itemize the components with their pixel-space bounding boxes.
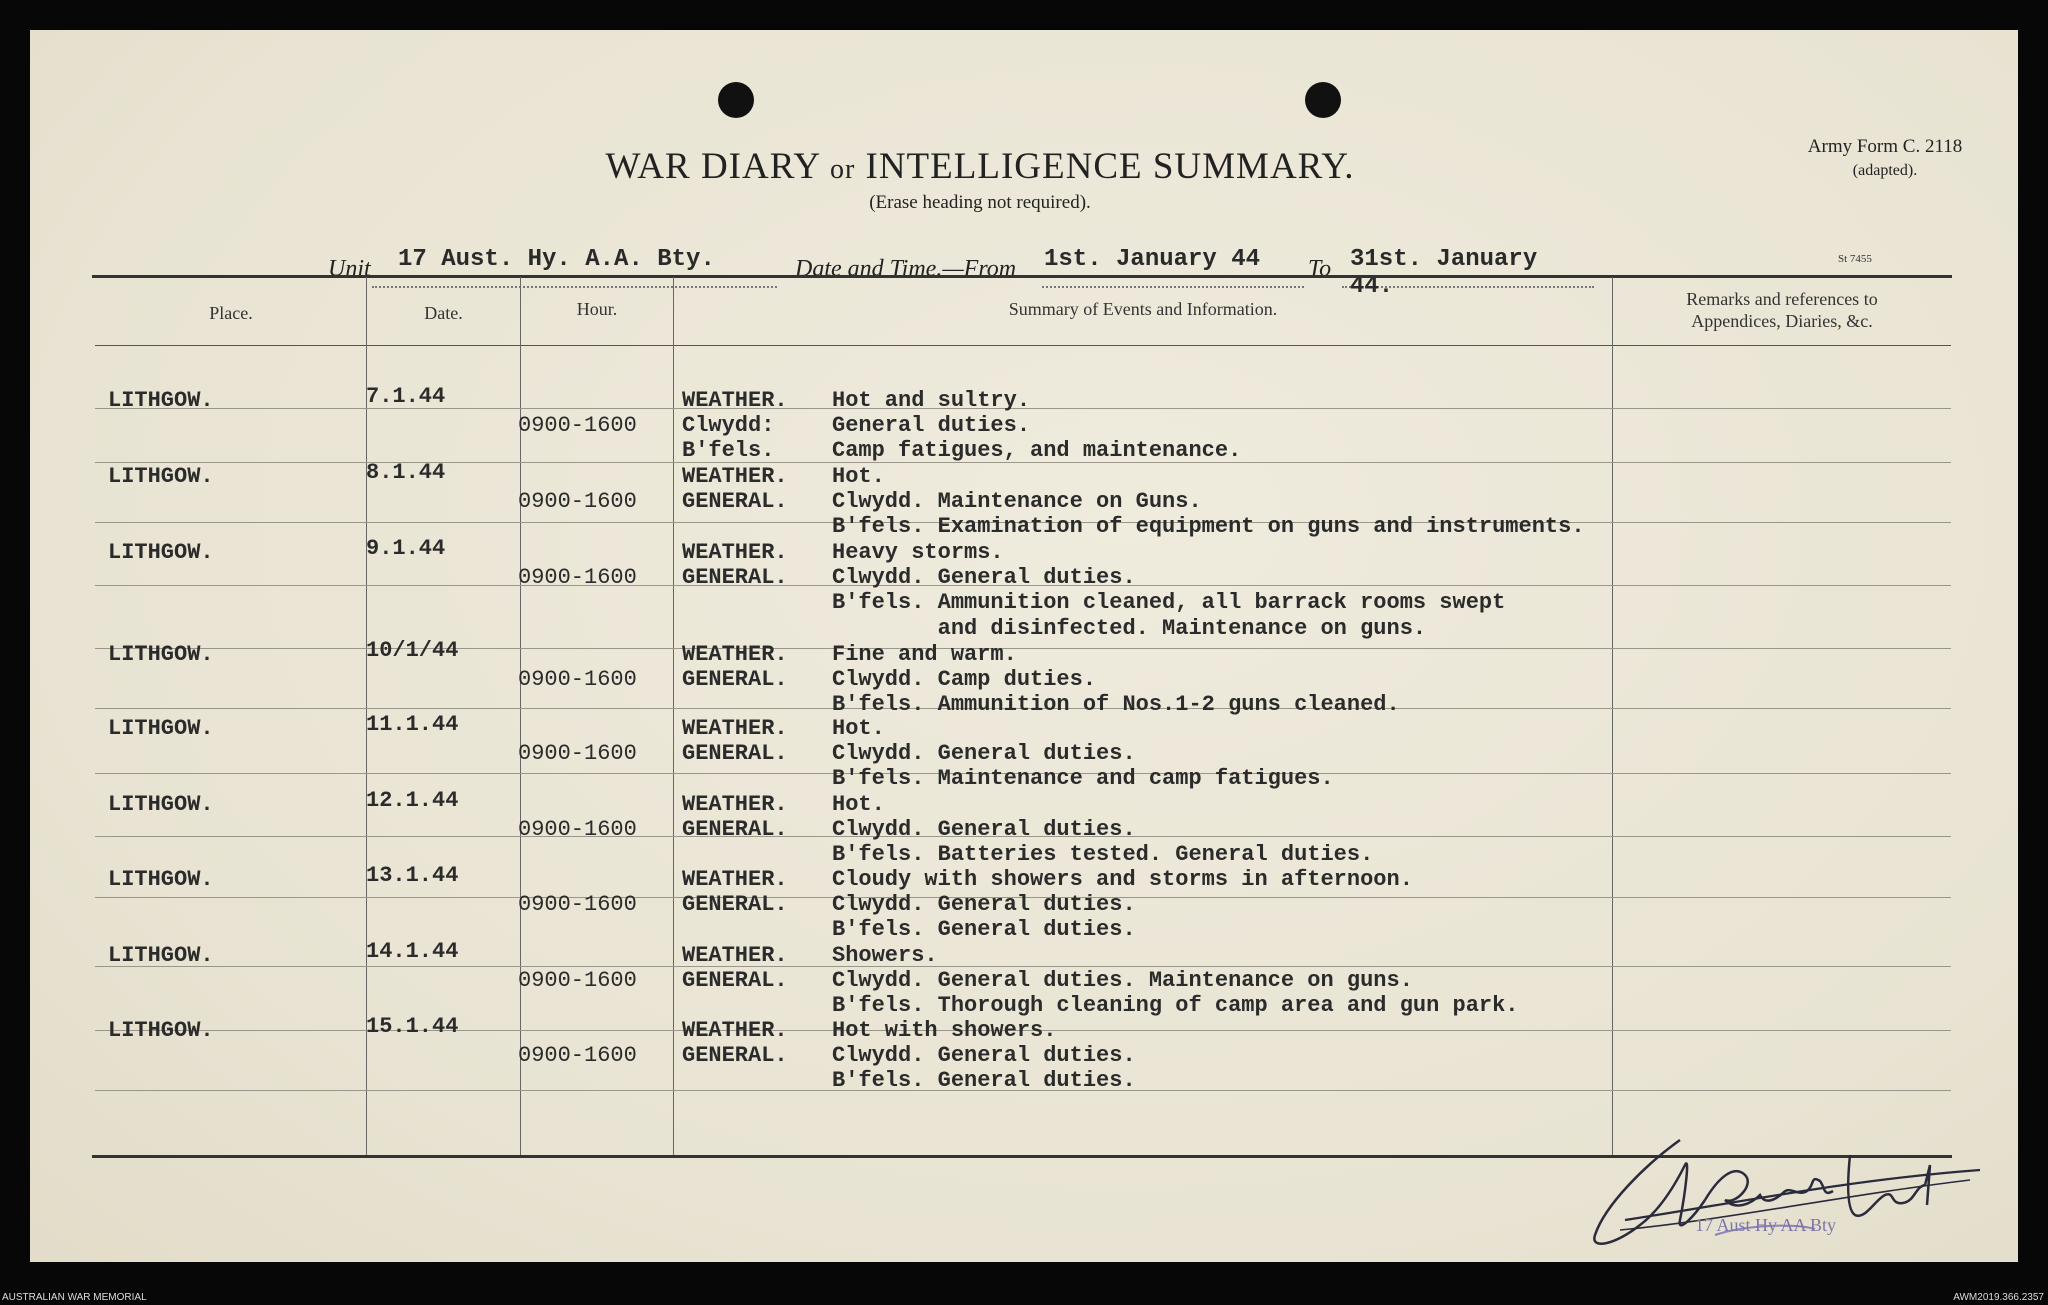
- entry-line-text: Hot.: [832, 464, 885, 489]
- entry-line-text: Hot.: [832, 792, 885, 817]
- punch-hole: [718, 82, 754, 118]
- entry-line-text: and disinfected. Maintenance on guns.: [832, 615, 1427, 641]
- column-header-remarks: Remarks and references to Appendices, Diaries, &c.: [1686, 289, 1878, 331]
- header-rule: [95, 345, 1951, 346]
- entry-line-text: B'fels. Examination of equipment on guns and instruments.: [832, 514, 1585, 540]
- entry-line-label: WEATHER.: [682, 716, 788, 741]
- entry-line-label: GENERAL.: [682, 667, 788, 693]
- entry-line-label: Clwydd:: [682, 413, 775, 439]
- column-header-date: Date.: [424, 303, 463, 323]
- row-rule: [95, 966, 1951, 967]
- column-header-place: Place.: [209, 303, 253, 323]
- date-from-value: 1st. January 44: [1044, 246, 1261, 273]
- entry-line-text: Clwydd. General duties.: [832, 892, 1136, 918]
- footer-accession: AWM2019.366.2357: [1953, 1292, 2044, 1303]
- entry-line-text: Clwydd. General duties.: [832, 1043, 1136, 1069]
- entry-hour: 0900-1600: [518, 667, 637, 693]
- entry-line-text: Clwydd. General duties. Maintenance on guns.: [832, 968, 1413, 994]
- entry-date: 8.1.44: [366, 460, 446, 485]
- entry-date: 9.1.44: [366, 536, 446, 561]
- entry-hour: 0900-1600: [518, 968, 637, 994]
- table-top-rule: [92, 275, 1952, 278]
- entry-line-label: WEATHER.: [682, 540, 788, 565]
- entry-line-label: GENERAL.: [682, 968, 788, 994]
- entry-line-label: GENERAL.: [682, 565, 788, 591]
- entry-line-text: B'fels. General duties.: [832, 1068, 1136, 1094]
- entry-hour: 0900-1600: [518, 741, 637, 767]
- unit-stamp: 17 Aust Hy AA Bty: [1695, 1215, 1837, 1235]
- entry-hour: 0900-1600: [518, 413, 637, 439]
- entry-line-text: B'fels. General duties.: [832, 917, 1136, 943]
- entry-line-label: WEATHER.: [682, 867, 788, 892]
- unit-field: [372, 246, 777, 288]
- entry-hour: 0900-1600: [518, 565, 637, 591]
- entry-place: LITHGOW.: [108, 792, 214, 817]
- entry-line-text: B'fels. Ammunition cleaned, all barrack rooms swept: [832, 590, 1506, 616]
- entry-line-text: Fine and warm.: [832, 642, 1017, 667]
- unit-value: 17 Aust. Hy. A.A. Bty.: [398, 246, 715, 273]
- entry-date: 7.1.44: [366, 384, 446, 409]
- entry-date: 10/1/44: [366, 638, 459, 663]
- entry-line-label: WEATHER.: [682, 464, 788, 489]
- entry-hour: 0900-1600: [518, 1043, 637, 1069]
- entry-line-label: WEATHER.: [682, 642, 788, 667]
- entry-line-label: GENERAL.: [682, 892, 788, 918]
- entry-line-text: B'fels. Maintenance and camp fatigues.: [832, 766, 1334, 792]
- entry-place: LITHGOW.: [108, 464, 214, 489]
- entry-line-text: Clwydd. General duties.: [832, 565, 1136, 591]
- entry-line-text: Showers.: [832, 943, 938, 968]
- entry-line-label: GENERAL.: [682, 1043, 788, 1069]
- date-from-field: [1042, 246, 1304, 288]
- stock-number: St 7455: [1838, 253, 1872, 265]
- footer-credit: AUSTRALIAN WAR MEMORIAL: [2, 1292, 147, 1303]
- entry-line-label: WEATHER.: [682, 943, 788, 968]
- date-to-value: 31st. January 44.: [1350, 246, 1538, 300]
- unit-label: Unit: [328, 256, 371, 282]
- entry-hour: 0900-1600: [518, 892, 637, 918]
- column-header-summary: Summary of Events and Information.: [1008, 299, 1278, 319]
- entry-line-text: General duties.: [832, 413, 1031, 439]
- entry-place: LITHGOW.: [108, 388, 214, 413]
- entry-line-label: GENERAL.: [682, 817, 788, 843]
- entry-line-text: Heavy storms.: [832, 540, 1004, 565]
- page-title: WAR DIARY or INTELLIGENCE SUMMARY.: [605, 146, 1355, 187]
- entry-line-text: B'fels. Thorough cleaning of camp area and gun park.: [832, 993, 1519, 1019]
- entry-line-text: Clwydd. General duties.: [832, 741, 1136, 767]
- subtitle: (Erase heading not required).: [869, 192, 1091, 213]
- entry-place: LITHGOW.: [108, 716, 214, 741]
- entry-line-label: GENERAL.: [682, 489, 788, 515]
- entry-line-text: Camp fatigues, and maintenance.: [832, 438, 1242, 464]
- entry-place: LITHGOW.: [108, 642, 214, 667]
- entry-place: LITHGOW.: [108, 540, 214, 565]
- entry-line-text: Cloudy with showers and storms in afternoon.: [832, 867, 1413, 892]
- army-form-number: Army Form C. 2118 (adapted).: [1807, 136, 1963, 179]
- entry-line-label: WEATHER.: [682, 388, 788, 413]
- entry-hour: 0900-1600: [518, 489, 637, 515]
- to-label: To: [1308, 256, 1332, 282]
- entry-line-text: Clwydd. Camp duties.: [832, 667, 1097, 693]
- entry-date: 14.1.44: [366, 939, 459, 964]
- entry-place: LITHGOW.: [108, 867, 214, 892]
- entry-line-text: B'fels. Ammunition of Nos.1-2 guns cleaned.: [832, 692, 1400, 718]
- entry-line-label: WEATHER.: [682, 792, 788, 817]
- entry-line-label: WEATHER.: [682, 1018, 788, 1043]
- punch-hole: [1305, 82, 1341, 118]
- entry-line-text: Hot and sultry.: [832, 388, 1031, 413]
- entry-date: 11.1.44: [366, 712, 459, 737]
- entry-line-label: GENERAL.: [682, 741, 788, 767]
- entry-line-label: B'fels.: [682, 438, 775, 464]
- entry-hour: 0900-1600: [518, 817, 637, 843]
- column-header-hour: Hour.: [576, 299, 618, 319]
- entry-line-text: B'fels. Batteries tested. General duties.: [832, 842, 1374, 868]
- diary-sheet: [30, 30, 2018, 1262]
- entry-date: 13.1.44: [366, 863, 459, 888]
- date-to-field: [1342, 246, 1594, 300]
- entry-line-text: Clwydd. General duties.: [832, 817, 1136, 843]
- entry-line-text: Hot with showers.: [832, 1018, 1057, 1043]
- entry-date: 12.1.44: [366, 788, 459, 813]
- entry-place: LITHGOW.: [108, 943, 214, 968]
- entry-line-text: Hot.: [832, 716, 885, 741]
- entry-date: 15.1.44: [366, 1014, 459, 1039]
- entry-line-text: Clwydd. Maintenance on Guns.: [832, 489, 1202, 515]
- entry-place: LITHGOW.: [108, 1018, 214, 1043]
- date-label: Date and Time.—From: [795, 256, 1017, 282]
